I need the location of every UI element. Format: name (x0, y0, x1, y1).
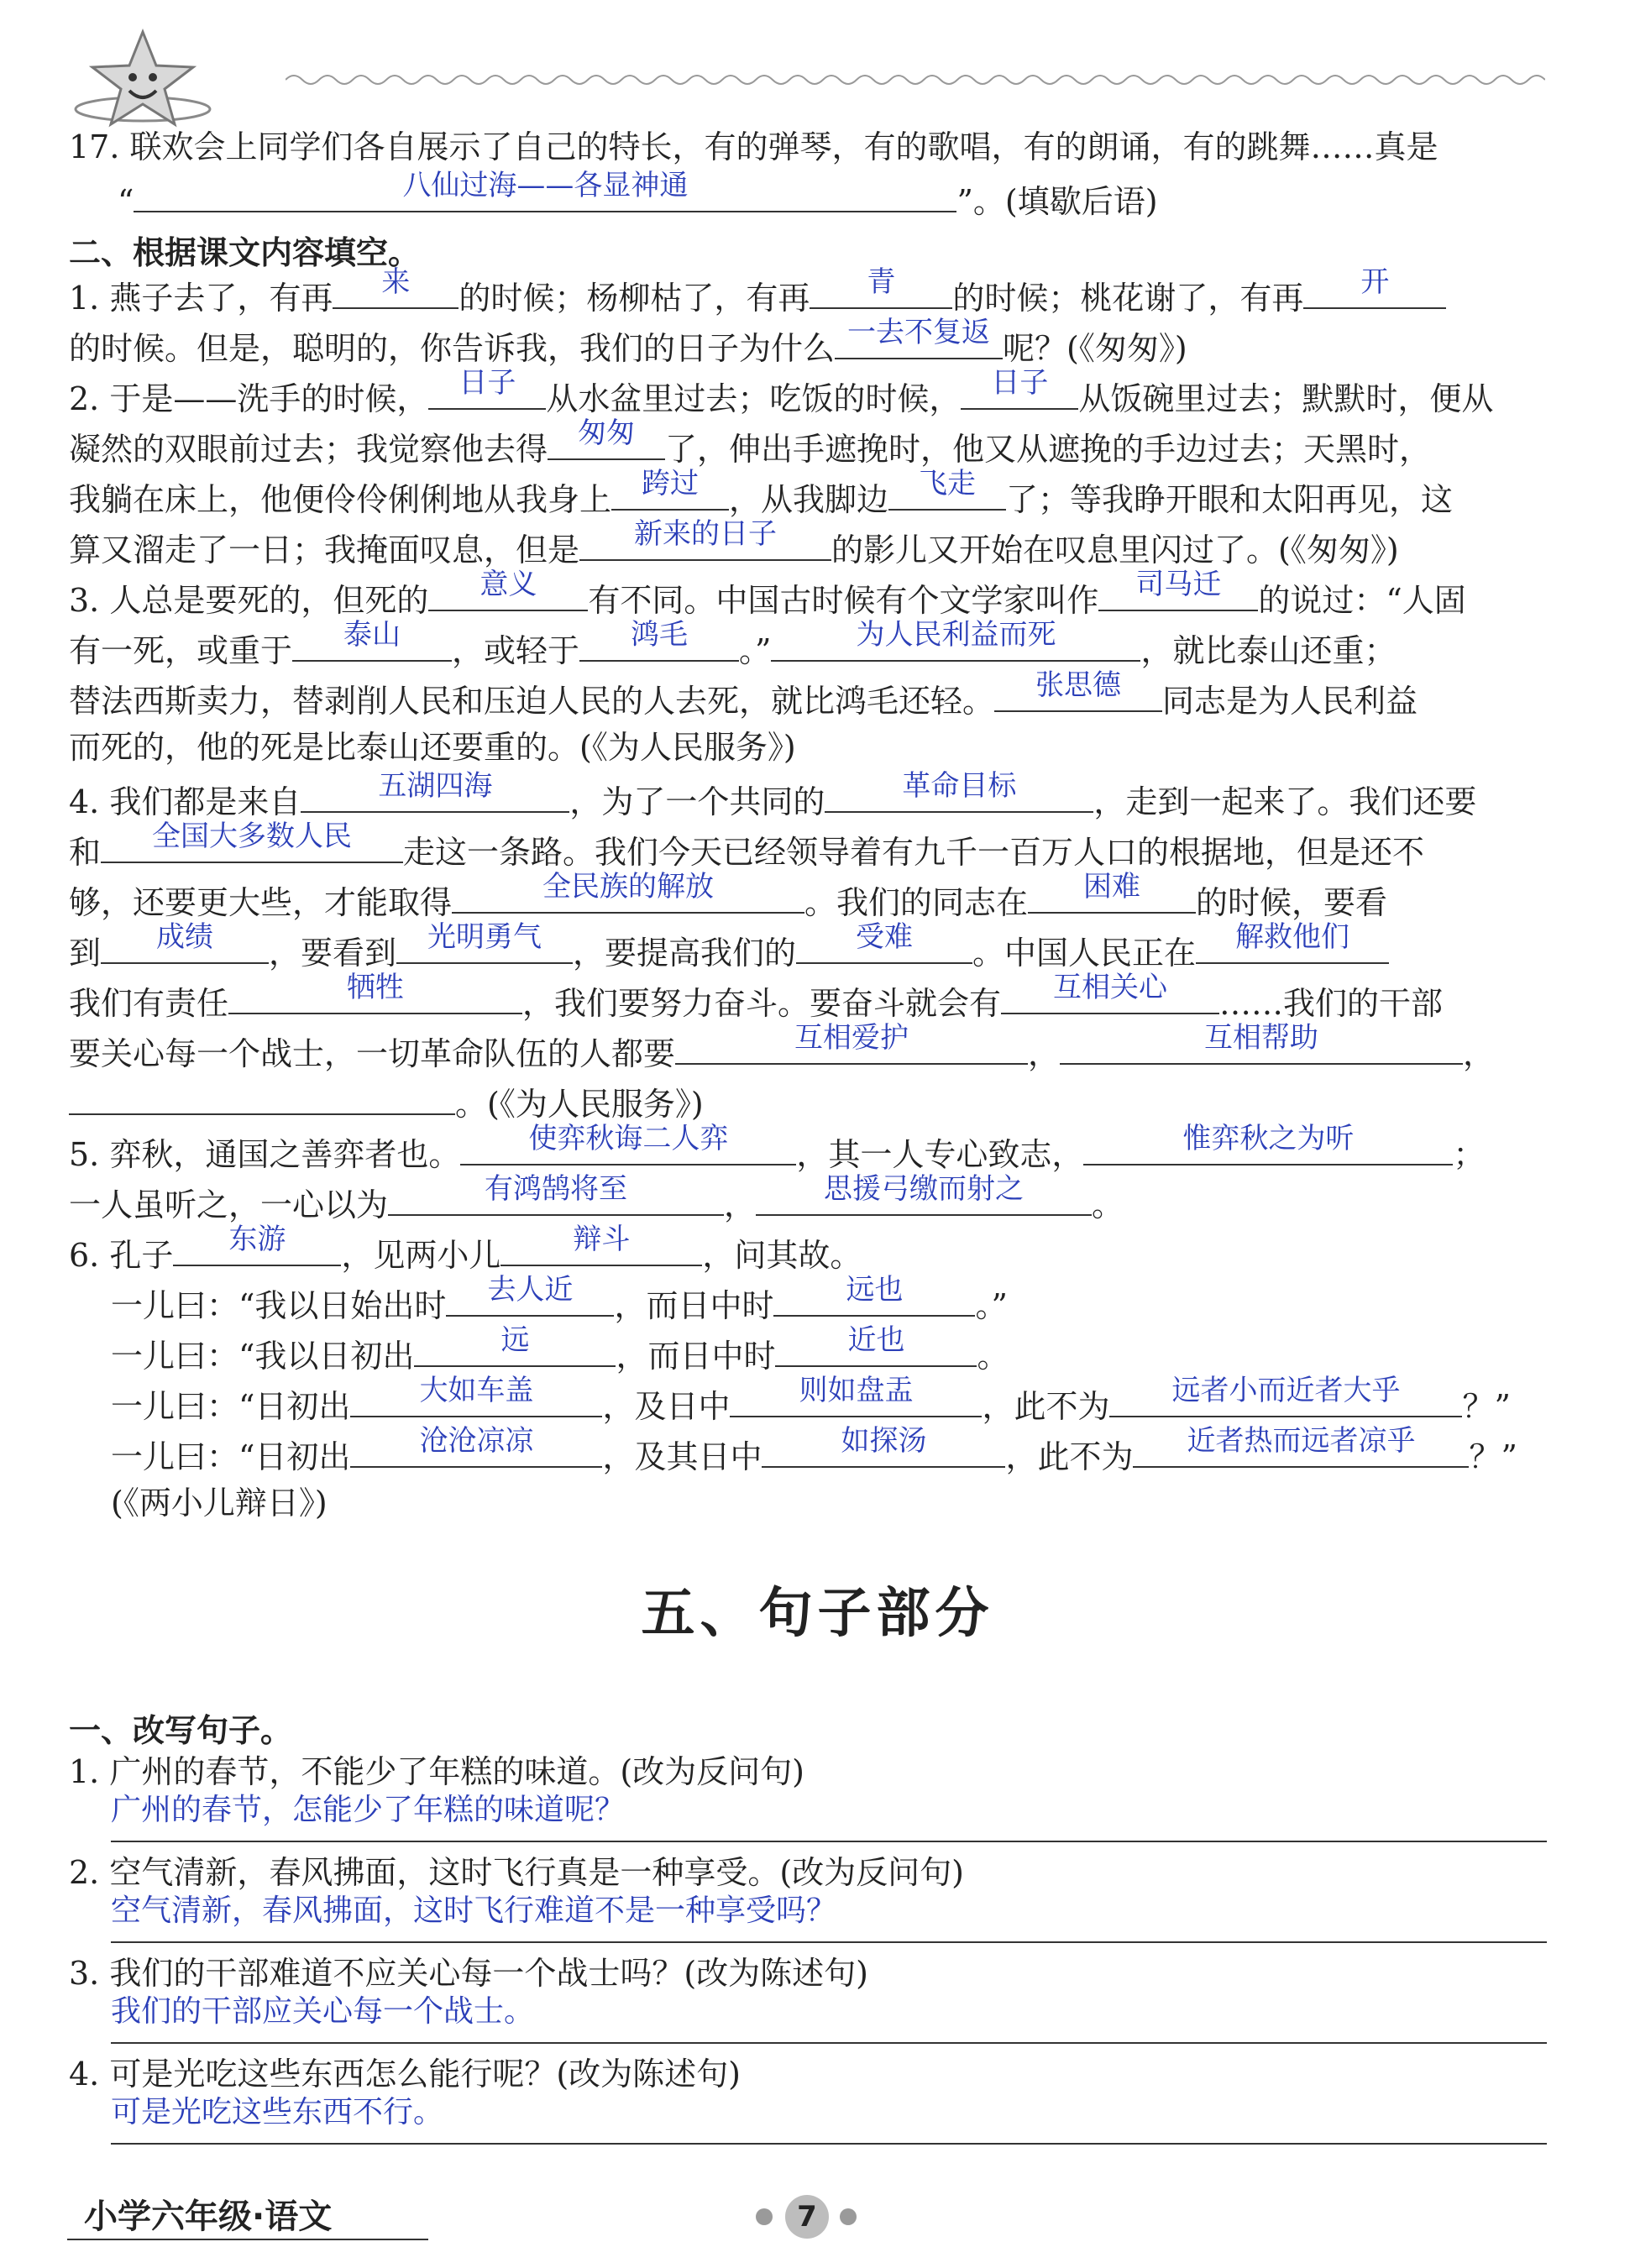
rewrite-answer-2[interactable]: 空气清新，春风拂面，这时飞行难道不是一种享受吗？ (111, 1891, 1547, 1943)
rewrite-question-2: 2. 空气清新，春风拂面，这时飞行真是一种享受。(改为反问句) (69, 1854, 964, 1891)
p4-blank-6[interactable]: 成绩 (101, 924, 269, 964)
p6-blank-1[interactable]: 东游 (173, 1226, 341, 1266)
p2-line2: 凝然的双眼前过去；我觉察他去得 匆匆 了，伸出手遮挽时，他又从遮挽的手边过去；天黑时， (69, 416, 1432, 468)
p1-blank-1[interactable]: 来 (333, 269, 459, 309)
p4-blank-1[interactable]: 五湖四海 (301, 773, 569, 813)
p1-line1: 1. 燕子去了，有再 来 的时候；杨柳枯了，有再 青 的时候；桃花谢了，有再 开 (69, 269, 1572, 323)
p3-line2: 有一死，或重于 泰山 ，或轻于 鸿毛 。” 为人民利益而死 ，就比泰山还重； (69, 618, 1397, 669)
p4-blank-4[interactable]: 全民族的解放 (452, 873, 804, 914)
p4-blank-11[interactable]: 互相关心 (1001, 974, 1219, 1014)
p3-line3: 替法西斯卖力，替剥削人民和压迫人民的人去死，就比鸿毛还轻。 张思德 同志是为人民利益 (69, 668, 1418, 720)
footer-rule (67, 2239, 428, 2240)
p6-blank-7[interactable]: 大如车盖 (350, 1377, 602, 1417)
page-header (50, 17, 1596, 126)
p4-line7: 。(《为人民服务》) (69, 1075, 1572, 1129)
p5-blank-3[interactable]: 有鸿鹄将至 (388, 1176, 724, 1216)
q17-line2: “ 八仙过海——各显神通 ”。(填歇后语) (118, 169, 1158, 220)
p3-line1: 3. 人总是要死的，但死的 意义 有不同。中国古时候有个文学家叫作 司马迁 的说过：“人固 (69, 568, 1466, 619)
p4-line3: 够，还要更大些，才能取得 全民族的解放 。我们的同志在 困难 的时候，要看 (69, 870, 1388, 921)
p3-blank-2[interactable]: 司马迁 (1098, 571, 1258, 611)
p3-line4: 而死的，他的死是比泰山还要重的。(《为人民服务》) (69, 729, 796, 766)
p5-line2: 一人虽听之，一心以为 有鸿鹄将至 ， 思援弓缴而射之 。 (69, 1172, 1124, 1223)
p6-line6: (《两小儿辩日》) (111, 1485, 328, 1522)
part5-title: 五、句子部分 (641, 1583, 994, 1645)
p3-blank-1[interactable]: 意义 (428, 571, 588, 611)
p6-blank-5[interactable]: 远 (414, 1327, 616, 1367)
page-number: 7 (785, 2195, 829, 2239)
p6-blank-9[interactable]: 远者小而近者大乎 (1109, 1377, 1462, 1417)
p2-blank-4[interactable]: 跨过 (611, 470, 729, 511)
p5-blank-4[interactable]: 思援弓缴而射之 (756, 1176, 1092, 1216)
rewrite-answer-1[interactable]: 广州的春节，怎能少了年糕的味道呢？ (111, 1790, 1547, 1842)
rewrite-title: 一、改写句子。 (69, 1712, 293, 1749)
p5-blank-1[interactable]: 使弈秋诲二人弈 (460, 1125, 796, 1165)
page-dot-right (840, 2208, 857, 2225)
p4-blank-3[interactable]: 全国大多数人民 (101, 823, 403, 863)
p4-line5: 我们有责任 牺牲 ，我们要努力奋斗。要奋斗就会有 互相关心 ……我们的干部 (69, 971, 1444, 1022)
p4-blank-13[interactable]: 互相帮助 (1060, 1024, 1463, 1065)
p2-blank-5[interactable]: 飞走 (888, 470, 1006, 511)
p4-line4: 到 成绩 ，要看到 光明勇气 ，要提高我们的 受难 。中国人民正在 解救他们 (69, 924, 1572, 978)
p6-blank-11[interactable]: 如探汤 (762, 1427, 1005, 1468)
p4-blank-7[interactable]: 光明勇气 (396, 924, 573, 964)
p6-blank-4[interactable]: 远也 (773, 1276, 975, 1317)
p2-blank-3[interactable]: 匆匆 (548, 420, 665, 460)
p6-blank-6[interactable]: 近也 (775, 1327, 977, 1367)
rewrite-question-3: 3. 我们的干部难道不应关心每一个战士吗？(改为陈述句) (69, 1955, 868, 1992)
smiling-star-icon (67, 25, 218, 134)
p4-blank-14[interactable] (69, 1075, 455, 1115)
q17-line1: 17. 联欢会上同学们各自展示了自己的特长，有的弹琴，有的歌唱，有的朗诵，有的跳舞……真是 (69, 128, 1438, 165)
p2-line4: 算又溜走了一日；我掩面叹息，但是 新来的日子 的影儿又开始在叹息里闪过了。(《匆匆》) (69, 517, 1399, 568)
p2-blank-2[interactable]: 日子 (961, 369, 1078, 410)
p6-blank-2[interactable]: 辩斗 (500, 1226, 702, 1266)
wavy-rule (286, 67, 1545, 92)
p6-blank-3[interactable]: 去人近 (446, 1276, 614, 1317)
p5-line1: 5. 弈秋，通国之善弈者也。 使弈秋诲二人弈 ，其一人专心致志， 惟弈秋之为听 ； (69, 1122, 1486, 1173)
p6-line3: 一儿曰：“我以日初出 远 ，而日中时 近也 。 (111, 1323, 1009, 1375)
p2-line3: 我躺在床上，他便伶伶俐俐地从我身上 跨过 ，从我脚边 飞走 了；等我睁开眼和太阳再见，这 (69, 467, 1454, 518)
p4-blank-8[interactable]: 受难 (796, 924, 972, 964)
p6-blank-8[interactable]: 则如盘盂 (730, 1377, 982, 1417)
p2-line1: 2. 于是——洗手的时候， 日子 从水盆里过去；吃饭的时候， 日子 从饭碗里过去；默默时，便从 (69, 366, 1494, 417)
rewrite-answer-3[interactable]: 我们的干部应关心每一个战士。 (111, 1992, 1547, 2044)
p4-line2: 和 全国大多数人民 走这一条路。我们今天已经领导着有九千一百万人口的根据地，但是还不 (69, 820, 1425, 871)
p2-blank-1[interactable]: 日子 (428, 369, 546, 410)
p4-blank-9[interactable]: 解救他们 (1196, 924, 1389, 964)
p1-blank-3[interactable]: 开 (1303, 269, 1446, 309)
p1-line2: 的时候。但是，聪明的，你告诉我，我们的日子为什么 一去不复返 呢？(《匆匆》) (69, 316, 1187, 367)
p1-blank-2[interactable]: 青 (810, 269, 952, 309)
rewrite-answer-4[interactable]: 可是光吃这些东西不行。 (111, 2093, 1547, 2145)
p3-blank-5[interactable]: 为人民利益而死 (771, 621, 1140, 662)
p4-blank-12[interactable]: 互相爱护 (675, 1024, 1028, 1065)
p4-line6: 要关心每一个战士，一切革命队伍的人都要 互相爱护 ， 互相帮助 ， (69, 1021, 1496, 1072)
p6-line4: 一儿曰：“日初出 大如车盖 ，及日中 则如盘盂 ，此不为 远者小而近者大乎 ？” (111, 1374, 1511, 1425)
footer-label: 小学六年级·语文 (84, 2197, 333, 2236)
section2-title: 二、根据课文内容填空。 (69, 234, 421, 271)
p4-blank-5[interactable]: 困难 (1028, 873, 1196, 914)
q17-blank[interactable]: 八仙过海——各显神通 (134, 172, 956, 212)
p6-line2: 一儿曰：“我以日始出时 去人近 ，而日中时 远也 。” (111, 1273, 1008, 1324)
p6-blank-12[interactable]: 近者热而远者凉乎 (1133, 1427, 1469, 1468)
p6-blank-10[interactable]: 沧沧凉凉 (350, 1427, 602, 1468)
p3-blank-6[interactable]: 张思德 (994, 672, 1162, 712)
p3-blank-3[interactable]: 泰山 (292, 621, 452, 662)
p5-blank-2[interactable]: 惟弈秋之为听 (1083, 1125, 1453, 1165)
p4-blank-10[interactable]: 牺牲 (228, 974, 522, 1014)
p4-blank-2[interactable]: 革命目标 (825, 773, 1093, 813)
p6-line5: 一儿曰：“日初出 沧沧凉凉 ，及其日中 如探汤 ，此不为 近者热而远者凉乎 ？” (111, 1424, 1517, 1475)
page-dot-left (756, 2208, 773, 2225)
p3-blank-4[interactable]: 鸿毛 (579, 621, 739, 662)
page-footer (50, 2183, 1596, 2250)
rewrite-question-4: 4. 可是光吃这些东西怎么能行呢？(改为陈述句) (69, 2056, 741, 2093)
p4-line1: 4. 我们都是来自 五湖四海 ，为了一个共同的 革命目标 ，走到一起来了。我们还要 (69, 769, 1477, 820)
p1-blank-4[interactable]: 一去不复返 (835, 319, 1003, 359)
rewrite-question-1: 1. 广州的春节，不能少了年糕的味道。(改为反问句) (69, 1753, 804, 1790)
p6-line1: 6. 孔子 东游 ，见两小儿 辩斗 ，问其故。 (69, 1223, 862, 1274)
p2-blank-6[interactable]: 新来的日子 (579, 521, 831, 561)
